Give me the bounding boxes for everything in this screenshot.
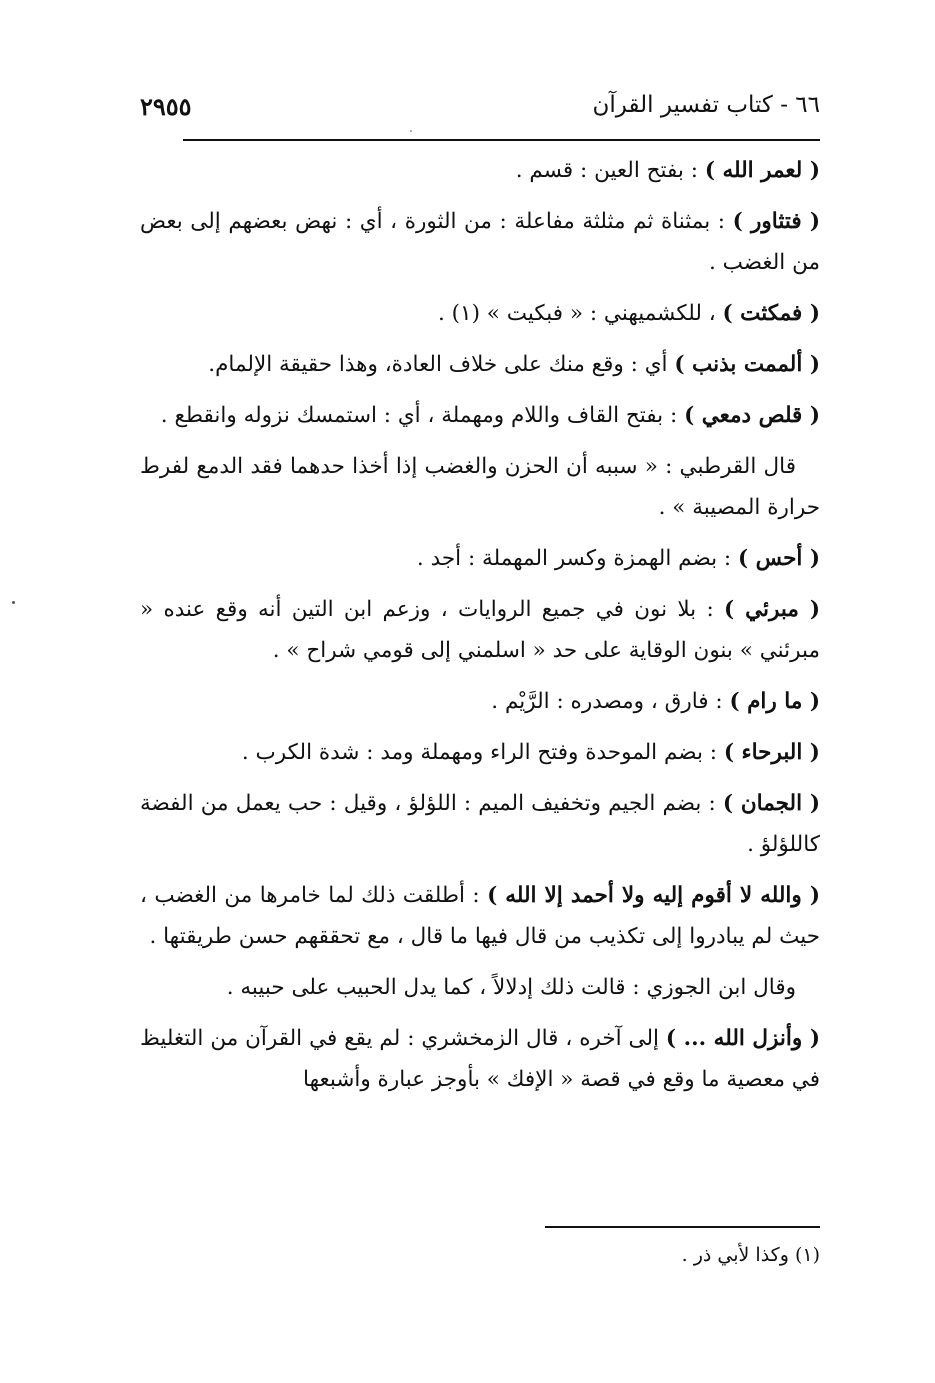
commentary-body [140,150,820,1110]
paragraph [140,1018,820,1100]
gloss-term: ( أحس ) [738,546,820,571]
gloss-text: : أطلقت ذلك لما خامرها من الغضب ، حيث لم يبادروا إلى تكذيب من قال فيها ما قال ، مع تحققهم حسن طريقتها . [140,883,820,949]
gloss-text: : بضم الجيم وتخفيف الميم : اللؤلؤ ، وقيل : حب يعمل من الفضة كاللؤلؤ . [140,791,820,857]
quote-text: وقال ابن الجوزي : قالت ذلك إدلالاً ، كما يدل الحبيب على حبيبه . [226,975,796,1000]
gloss-term: ( ألممت بذنب ) [674,352,820,377]
paragraph [140,875,820,957]
footnote: (١) وكذا لأبي ذر . [681,1244,820,1266]
page-number: ٢٩٥٥ [140,92,192,121]
speck [410,130,412,132]
gloss-term: ( مبرئي ) [724,597,820,622]
paragraph [140,201,820,283]
gloss-term: ( فمكثت ) [722,301,820,326]
gloss-term: ( وأنزل الله ... ) [665,1026,820,1051]
paragraph [140,344,820,385]
gloss-text: إلى آخره ، قال الزمخشري : لم يقع في القرآن من التغليظ في معصية ما وقع في قصة « الإفك » بأوجز عبارة وأشبعها [140,1026,820,1092]
paragraph [140,783,820,865]
paragraph [140,681,820,722]
paragraph [140,732,820,773]
paragraph [140,538,820,579]
page-header [140,92,820,132]
gloss-text: : بفتح القاف واللام ومهملة ، أي : استمسك نزوله وانقطع . [160,403,685,428]
gloss-text: ، للكشميهني : « فبكيت » (١) . [437,301,723,326]
header-rule [183,139,820,141]
gloss-text: : بلا نون في جميع الروايات ، وزعم ابن التين أنه وقع عنده « مبرئني » بنون الوقاية على حد « اسلمني إلى قومي شراح » . [140,597,820,663]
gloss-text: : بضم الهمزة وكسر المهملة : أجد . [416,546,738,571]
quote-text: قال القرطبي : « سببه أن الحزن والغضب إذا أخذا حدهما فقد الدمع لفرط حرارة المصيبة » . [140,454,820,520]
gloss-text: : بفتح العين : قسم . [515,158,705,183]
paragraph [140,589,820,671]
paragraph [140,395,820,436]
gloss-text: : بضم الموحدة وفتح الراء ومهملة ومد : شدة الكرب . [241,740,724,765]
gloss-term: ( فتثاور ) [732,209,821,234]
paragraph [140,446,820,528]
gloss-text: أي : وقع منك على خلاف العادة، وهذا حقيقة الإلمام. [208,352,675,377]
gloss-term: ( لعمر الله ) [704,158,820,183]
gloss-term: ( قلص دمعي ) [684,403,820,428]
gloss-term: ( البرحاء ) [723,740,820,765]
gloss-term: ( الجمان ) [722,791,820,816]
running-title: ٦٦ - كتاب تفسير القرآن [592,92,820,118]
gloss-text: : فارق ، ومصدره : الرَّيْم . [491,689,730,714]
gloss-text: : بمثناة ثم مثلثة مفاعلة : من الثورة ، أي : نهض بعضهم إلى بعض من الغضب . [140,209,820,275]
gloss-term: ( والله لا أقوم إليه ولا أحمد إلا الله ) [487,883,821,908]
paragraph [140,150,820,191]
paragraph [140,293,820,334]
footnote-rule [545,1226,820,1228]
paragraph [140,967,820,1008]
margin-speck [12,601,15,604]
gloss-term: ( ما رام ) [729,689,820,714]
